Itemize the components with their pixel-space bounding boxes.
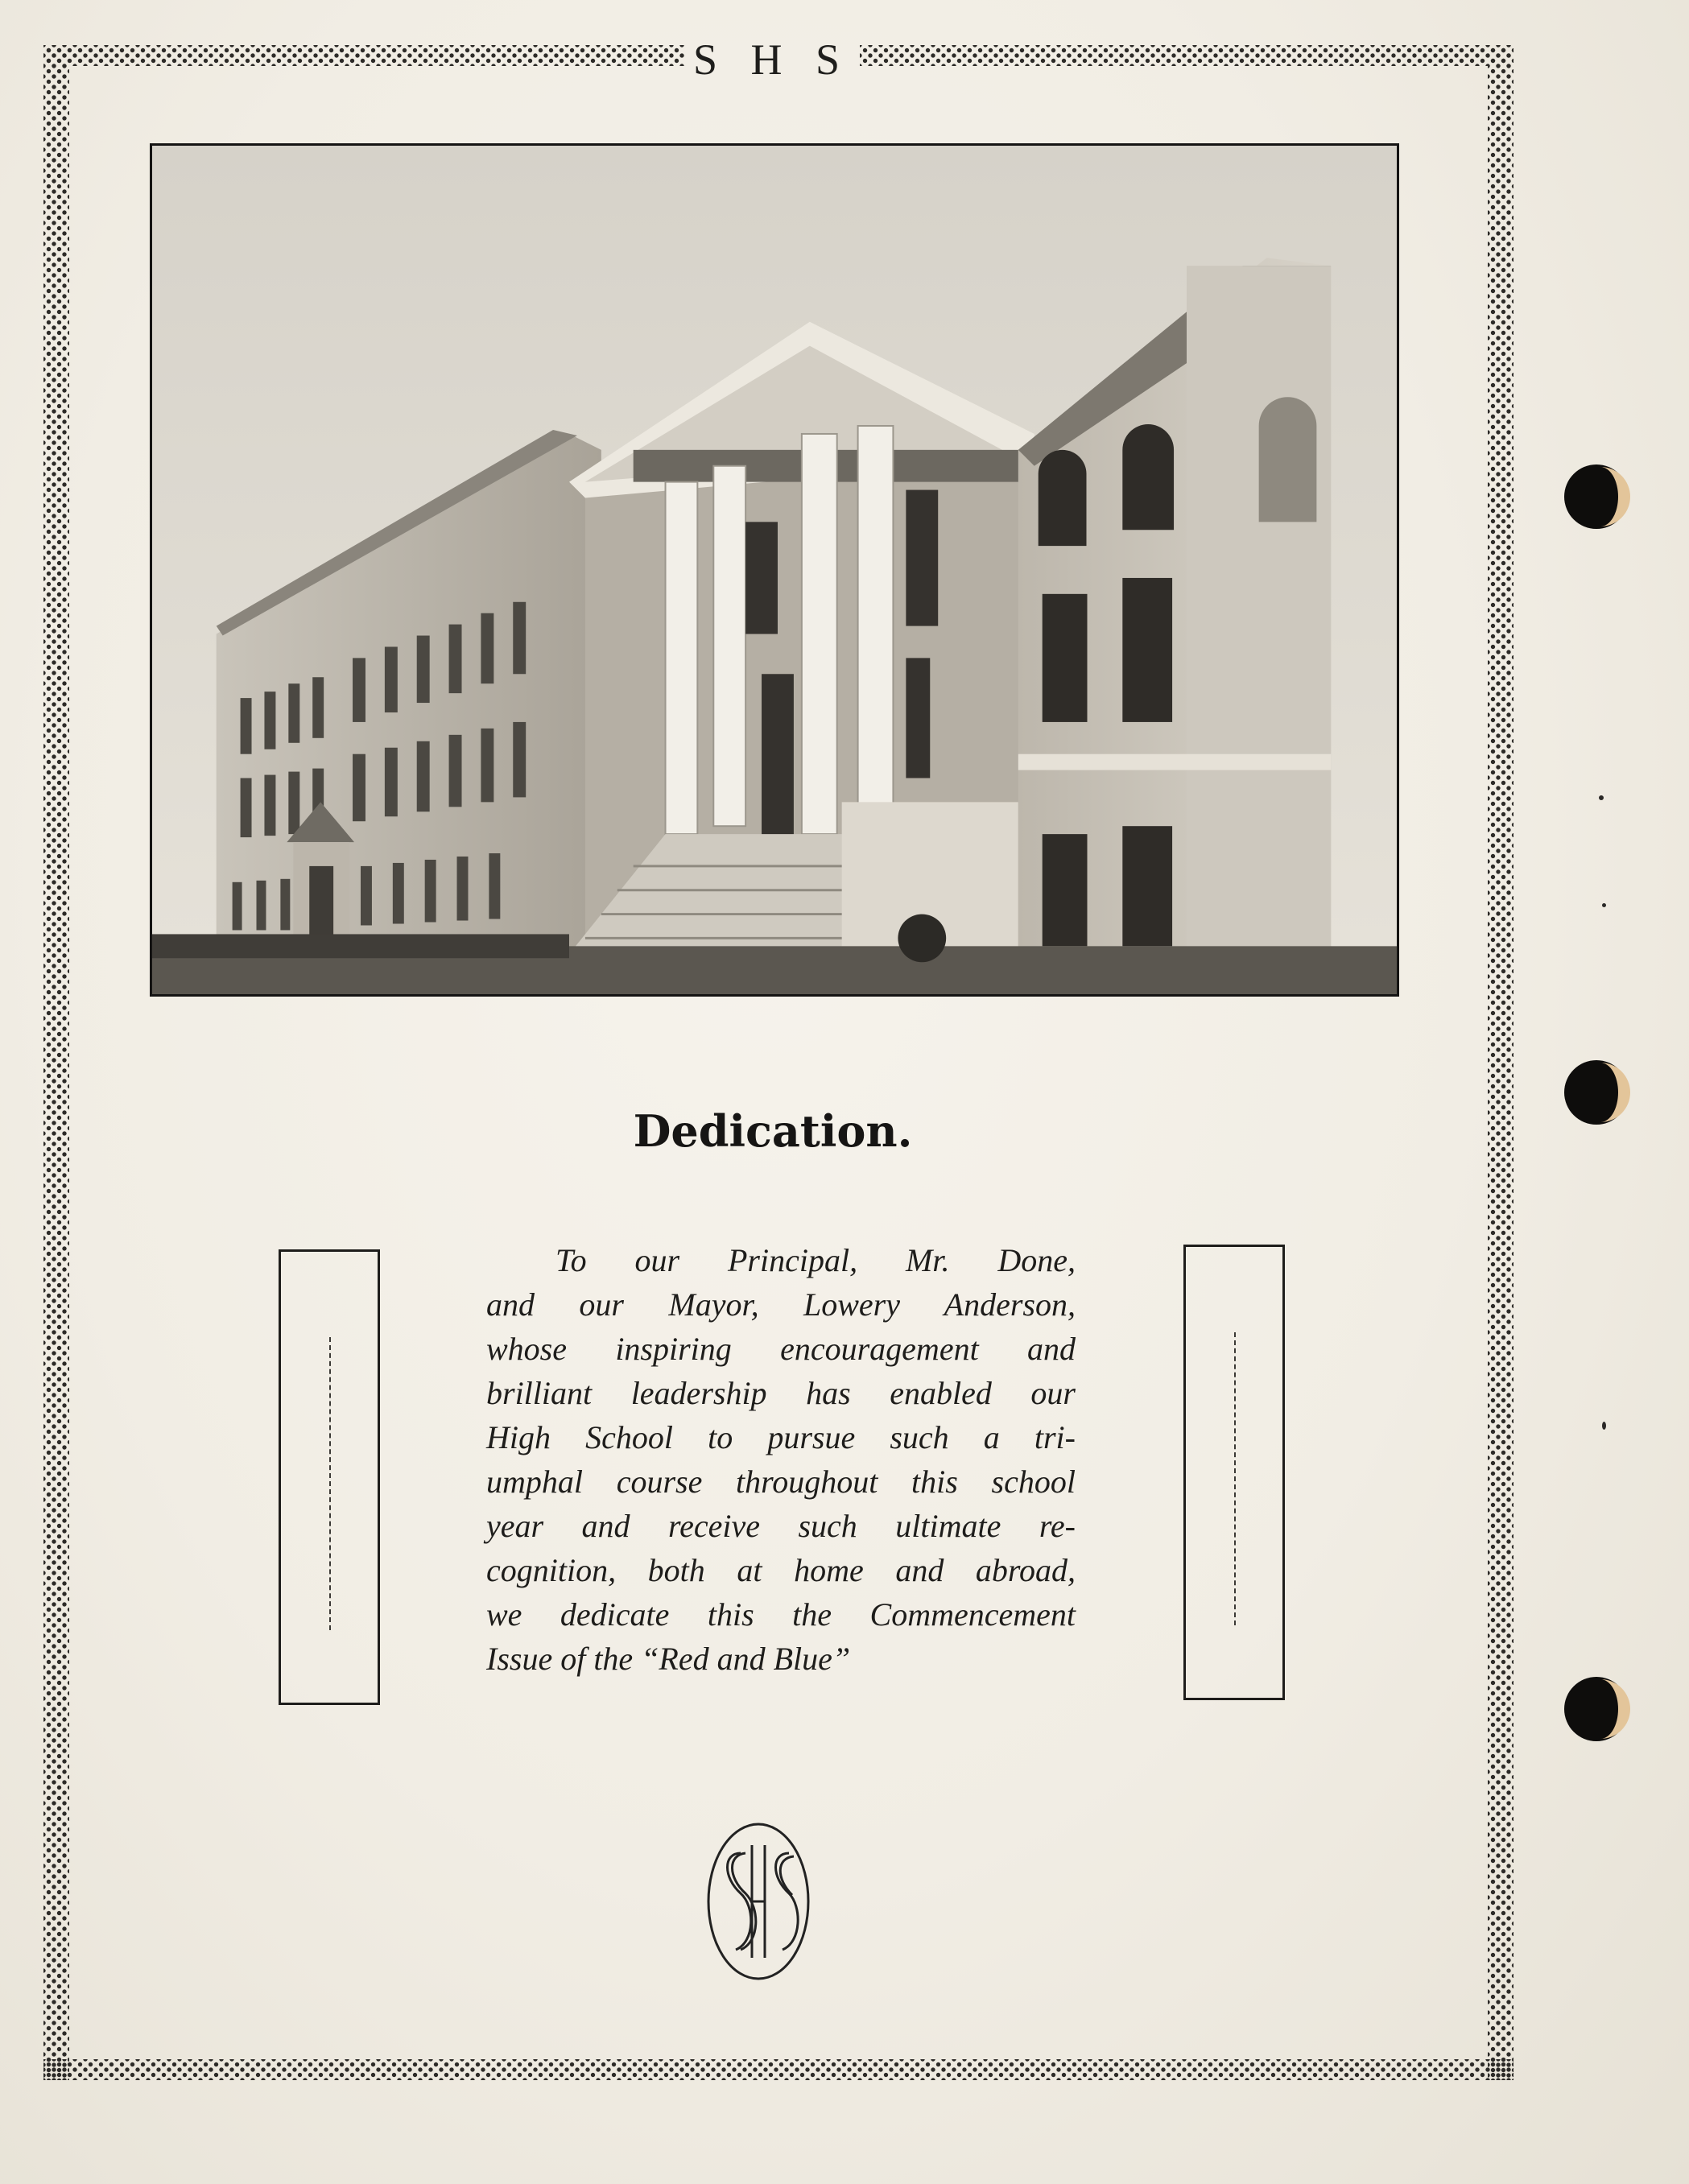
- bottom-border: [43, 2059, 1513, 2080]
- binder-hole-icon: [1562, 1674, 1631, 1744]
- binder-hole-icon: [1562, 462, 1631, 531]
- dedication-line: year and receive such ultimate re-: [486, 1508, 1076, 1544]
- dedication-text: [486, 1238, 1076, 1681]
- dedication-line: brilliant leadership has enabled our: [486, 1375, 1076, 1411]
- left-ornament-dashed-line: [329, 1337, 331, 1630]
- dedication-line: umphal course throughout this school: [486, 1464, 1076, 1500]
- paper-speck: [1599, 795, 1604, 800]
- dedication-line: High School to pursue such a tri-: [486, 1419, 1076, 1455]
- left-ornament-box: [279, 1249, 380, 1705]
- building-illustration: [152, 146, 1397, 994]
- binder-hole-icon: [1562, 1058, 1631, 1127]
- page-header-title: S H S: [692, 35, 852, 84]
- dedication-line: we dedicate this the Commencement: [486, 1596, 1076, 1633]
- paper-speck: [1602, 903, 1606, 907]
- top-border-left: [43, 45, 684, 66]
- right-ornament-dashed-line: [1234, 1332, 1236, 1625]
- right-border: [1488, 45, 1513, 2080]
- dedication-line: To our Principal, Mr. Done,: [555, 1242, 1076, 1278]
- paper-speck: [1602, 1422, 1606, 1430]
- monogram-icon: [705, 1821, 811, 1982]
- shs-monogram-logo: [705, 1821, 811, 1982]
- dedication-line: Issue of the “Red and Blue”: [486, 1641, 851, 1677]
- right-ornament-box: [1183, 1245, 1285, 1700]
- dedication-heading: Dedication.: [633, 1105, 913, 1157]
- top-border-right: [860, 45, 1513, 66]
- dedication-line: and our Mayor, Lowery Anderson,: [486, 1286, 1076, 1323]
- dedication-line: cognition, both at home and abroad,: [486, 1552, 1076, 1588]
- left-border: [43, 45, 69, 2080]
- dedication-line: whose inspiring encouragement and: [486, 1331, 1076, 1367]
- school-building-photo: [150, 143, 1399, 997]
